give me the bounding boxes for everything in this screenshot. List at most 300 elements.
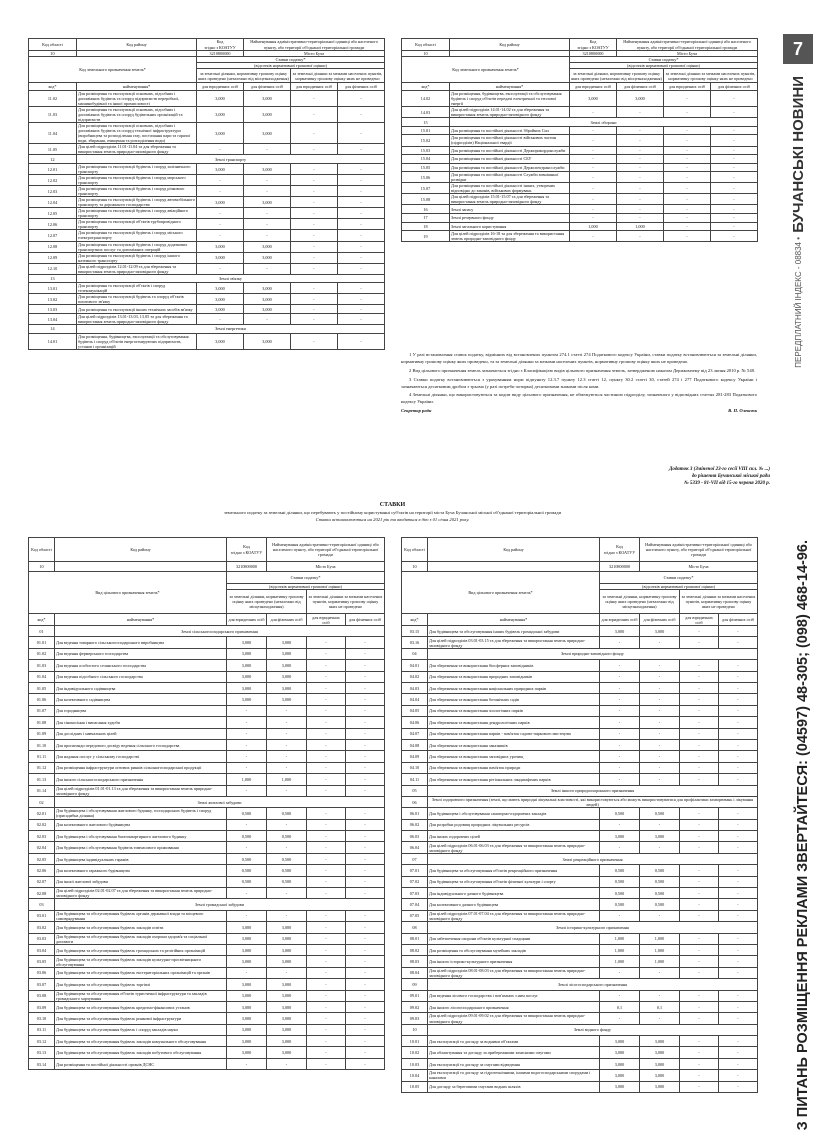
rate-legal-unassessed: - (291, 283, 338, 294)
table-row (29, 910, 385, 921)
row-code: 03.13 (29, 1047, 55, 1058)
rate-legal-assessed: - (600, 990, 640, 1001)
row-name: Для іншої житлової забудови (55, 876, 227, 887)
rate-physical-assessed: - (267, 705, 307, 716)
rate-physical-unassessed: - (346, 865, 385, 876)
rate-legal-assessed: - (600, 774, 640, 785)
row-name: Для збереження та використання біосферних заповідників (428, 660, 600, 671)
rate-legal-assessed: 3,000 (227, 1047, 267, 1058)
table-row (29, 1013, 385, 1024)
rate-physical-assessed: - (640, 682, 680, 693)
table-row (402, 933, 758, 944)
table-row (402, 717, 758, 728)
rate-physical-assessed: - (244, 144, 291, 155)
row-code: 15.08 (402, 194, 450, 205)
table-row (402, 135, 758, 146)
row-name: Для розміщення та експлуатації будівель і споруд додаткових транспортних послуг та допоміжних операцій (77, 241, 197, 252)
rate-legal-assessed: - (197, 175, 244, 186)
row-code: 03.03 (29, 933, 55, 944)
rate-legal-unassessed: - (291, 333, 338, 349)
rate-legal-unassessed: - (307, 717, 346, 728)
rate-physical-assessed: - (617, 135, 664, 146)
table-row (402, 91, 758, 107)
section-title: Землі водного фонду (428, 1024, 758, 1035)
rate-physical-assessed: - (640, 842, 680, 853)
rate-legal-unassessed: - (680, 1081, 719, 1092)
hdr-legal: для юридичних осіб (664, 83, 711, 91)
rate-physical-assessed: - (640, 819, 680, 830)
row-code: 03.08 (29, 990, 55, 1001)
row-code: 12.06 (29, 219, 77, 230)
rate-physical-assessed: - (617, 146, 664, 155)
rate-physical-assessed: 0,500 (267, 808, 307, 819)
table-row (402, 660, 758, 671)
rate-legal-unassessed: - (291, 294, 338, 305)
rate-physical-assessed: 3,000 (244, 164, 291, 175)
rate-legal-unassessed: - (680, 808, 719, 819)
row-name: Для будівництва та обслуговування будівель кредитно-фінансових установ (55, 1001, 227, 1012)
row-name: Для розміщення та постійної діяльності військових частин (підрозділів) Національної гвардії (450, 135, 570, 146)
row-code: 10.01 (402, 1036, 428, 1047)
rate-physical-assessed: 3,000 (267, 1024, 307, 1035)
rate-legal-assessed: 3,000 (197, 164, 244, 175)
hdr-code-katottg (600, 538, 640, 562)
rate-physical-unassessed: - (346, 637, 385, 648)
row-code: 19 (402, 231, 450, 242)
hdr-legal: для юридичних осіб (291, 83, 338, 91)
table-row (29, 682, 385, 693)
hdr-assessed: за земельні ділянки, нормативну грошову оцінку яких проведено (незалежно від місцезнаходження) (600, 590, 680, 614)
row-name: Для будівництва і обслуговування санаторно-оздоровчих закладів (428, 808, 600, 819)
hdr-code-sub: згідно з КОАТУУ (204, 44, 236, 50)
row-name: Для будівництва і обслуговування житлового будинку, господарських будівель і споруд (присадибна ділянка) (55, 808, 227, 819)
rate-physical-unassessed: - (346, 910, 385, 921)
rate-legal-unassessed: - (680, 831, 719, 842)
rate-legal-assessed: 3,000 (227, 637, 267, 648)
rate-legal-assessed: 3,000 (600, 1058, 640, 1069)
rate-physical-assessed: - (617, 194, 664, 205)
rate-physical-unassessed: - (338, 252, 385, 263)
rate-legal-assessed: - (600, 910, 640, 921)
rate-physical-assessed: - (640, 660, 680, 671)
rate-legal-unassessed: - (680, 1001, 719, 1012)
rate-physical-unassessed: - (338, 230, 385, 241)
footnote-2: 2 Вид цільового призначення земель зазначається згідно з Класифікацією видів цільового призначення земель, затвердженою наказом Держкомзему від 23 липня 2010 р. № 548. (409, 367, 756, 373)
rate-legal-unassessed: - (680, 865, 719, 876)
row-name: Для надання послуг у сільському господарстві (55, 751, 227, 762)
row-code: 17 (402, 214, 450, 223)
rate-legal-assessed: 3,000 (600, 1070, 640, 1081)
rate-physical-unassessed: - (338, 263, 385, 274)
rate-physical-assessed: - (267, 819, 307, 830)
row-code: 15.05 (402, 163, 450, 172)
rate-legal-assessed: 3,000 (227, 1024, 267, 1035)
rate-physical-assessed: 3,000 (640, 626, 680, 637)
row-code: 07.04 (402, 899, 428, 910)
table-row (29, 305, 385, 314)
table-row (29, 785, 385, 796)
rate-legal-assessed: 0,500 (227, 808, 267, 819)
table-row (402, 899, 758, 910)
rate-legal-unassessed: - (680, 774, 719, 785)
hdr-code-katottg (227, 538, 267, 562)
row-code: 15.01 (402, 126, 450, 135)
rate-legal-unassessed: - (307, 785, 346, 796)
row-code: 11.03 (29, 107, 77, 123)
table-row (402, 214, 758, 223)
row-name: Для цілей підрозділів 06.01-06.03 та для збереження та використання земель природно-заповідного фонду (428, 842, 600, 853)
rate-physical-unassessed: - (719, 944, 758, 955)
row-name: Для розміщення та експлуатації інших технічних засобів зв'язку (77, 305, 197, 314)
katottg-value: 3210800000 (227, 562, 267, 572)
row-name: Для інших оздоровчих цілей (428, 831, 600, 842)
row-name: Для колективного гаражного будівництва (55, 865, 227, 876)
city-name: Місто Буча (617, 51, 758, 57)
table-row (29, 1024, 385, 1035)
rate-legal-unassessed: - (664, 91, 711, 107)
rate-legal-unassessed: - (664, 194, 711, 205)
row-code: 02 (29, 796, 55, 807)
section-row (29, 626, 385, 637)
row-name: Для будівництва та обслуговування будівель екстериторіальних організацій та органів (55, 967, 227, 978)
rate-physical-assessed: 3,000 (244, 283, 291, 294)
table-row (402, 126, 758, 135)
row-code: 01.12 (29, 762, 55, 773)
row-code: 09 (402, 979, 428, 990)
table-row (29, 751, 385, 762)
rate-physical-unassessed: - (719, 899, 758, 910)
rate-physical-unassessed: - (338, 123, 385, 144)
row-name: Для колективного садівництва (55, 694, 227, 705)
row-code: 04.06 (402, 717, 428, 728)
row-code: 13.01 (29, 283, 77, 294)
rate-physical-unassessed: - (338, 91, 385, 107)
rate-legal-assessed: - (570, 126, 617, 135)
hdr-code-sub: згідно з КОАТУУ (577, 44, 609, 50)
rate-physical-assessed: - (617, 126, 664, 135)
rate-legal-assessed: - (227, 819, 267, 830)
section-row (402, 648, 758, 659)
table-row (402, 739, 758, 750)
table-row (29, 990, 385, 1001)
table-row (402, 831, 758, 842)
row-code: 03.04 (29, 944, 55, 955)
rate-physical-assessed: 3,000 (244, 107, 291, 123)
rate-physical-unassessed: - (346, 831, 385, 842)
newspaper-brand (790, 76, 807, 368)
rate-physical-unassessed: - (711, 163, 758, 172)
rate-physical-assessed: 3,000 (267, 933, 307, 944)
section-title: Землі громадської забудови (55, 899, 385, 910)
row-code: 12.07 (29, 230, 77, 241)
rate-legal-assessed: 3,000 (197, 91, 244, 107)
rate-legal-unassessed: - (307, 865, 346, 876)
rate-physical-assessed: 3,000 (267, 922, 307, 933)
table-row (402, 694, 758, 705)
rate-physical-unassessed: - (719, 1058, 758, 1069)
hdr-name-col: найменування* (55, 614, 227, 626)
hdr-code-katottg (197, 39, 244, 51)
rate-physical-unassessed: - (711, 155, 758, 164)
row-code: 08.04 (402, 967, 428, 978)
hdr-unit-name: Найменування адміністративно-територіальної одиниці або населеного пункту, або території об'єднаної територіальної громади (640, 538, 758, 562)
row-code: 07.03 (402, 888, 428, 899)
hdr-code-district: Код району (77, 39, 197, 51)
rate-physical-unassessed: - (719, 705, 758, 716)
row-name: Для збереження та використання заповідних урочищ (428, 751, 600, 762)
rate-legal-assessed: - (600, 682, 640, 693)
rate-legal-assessed: - (227, 910, 267, 921)
table-row (402, 774, 758, 785)
row-code: 10 (402, 1024, 428, 1035)
hdr-group-name: Код земельного призначення земель* (402, 57, 570, 83)
rate-physical-assessed: - (267, 762, 307, 773)
rate-physical-assessed: 0,1 (640, 1001, 680, 1012)
rate-legal-assessed: 3,000 (197, 333, 244, 349)
row-code: 08.03 (402, 956, 428, 967)
rate-physical-assessed: - (244, 263, 291, 274)
rate-legal-assessed: - (570, 194, 617, 205)
rate-physical-assessed: - (244, 230, 291, 241)
row-name: Для будівництва і обслуговування будівель тимчасового проживання (55, 842, 227, 853)
rate-physical-assessed: - (640, 671, 680, 682)
rate-legal-unassessed: - (291, 107, 338, 123)
rate-physical-unassessed: - (346, 876, 385, 887)
row-name: Для розміщення та експлуатації будівель і споруд річкового транспорту (77, 186, 197, 197)
rate-physical-assessed: 1,000 (640, 956, 680, 967)
table-row (402, 1070, 758, 1081)
row-code: 01.13 (29, 774, 55, 785)
signer-role: Секретар ради (401, 408, 432, 414)
rate-legal-unassessed: - (291, 241, 338, 252)
rate-physical-unassessed: - (346, 853, 385, 864)
rate-physical-assessed: - (267, 842, 307, 853)
rate-physical-assessed: 1,000 (267, 774, 307, 785)
row-code: 04.04 (402, 694, 428, 705)
row-name: Для розміщення та постійної діяльності інших, утворених відповідно до законів, військових формувань (450, 183, 570, 194)
row-name: Для будівництва та обслуговування будівель і споруд закладів науки (55, 1024, 227, 1035)
rate-physical-unassessed: - (346, 990, 385, 1001)
row-code: 07.05 (402, 910, 428, 921)
rate-physical-unassessed: - (719, 842, 758, 853)
table-row (29, 694, 385, 705)
table-row (402, 172, 758, 183)
rate-legal-assessed: - (600, 967, 640, 978)
rate-legal-unassessed: - (307, 774, 346, 785)
rate-legal-unassessed: - (307, 853, 346, 864)
katottg-value: 3210800000 (197, 51, 244, 57)
row-name: Для пропаганди передового досвіду ведення сільського господарства (55, 739, 227, 750)
rate-legal-assessed: - (600, 819, 640, 830)
rate-physical-unassessed: - (719, 660, 758, 671)
rate-physical-assessed: 0,500 (267, 865, 307, 876)
row-code: 14.03 (402, 107, 450, 118)
table-row (29, 263, 385, 274)
row-name: Для розміщення та експлуатації будівель та споруд об'єктів поштового зв'язку (77, 294, 197, 305)
rate-legal-assessed: 0,1 (600, 1001, 640, 1012)
rate-legal-unassessed: - (291, 144, 338, 155)
row-name: Для будівництва та обслуговування будівель ринкової інфраструктури (55, 1013, 227, 1024)
katottg-value: 3210800000 (570, 51, 617, 57)
table-row (402, 888, 758, 899)
rate-legal-assessed: - (600, 671, 640, 682)
row-name: Для збереження та використання національних природних парків (428, 682, 600, 693)
rate-physical-unassessed: - (719, 808, 758, 819)
rate-legal-assessed: - (227, 842, 267, 853)
row-code: 13.04 (29, 314, 77, 325)
row-name: Для цілей підрозділів 07.01-07.04 та для збереження та використання земель природно-заповідного фонду (428, 910, 600, 921)
rate-legal-assessed: 0,500 (600, 899, 640, 910)
row-name: Для розміщення та експлуатації будівель і споруд автомобільного транспорту та дорожнього господарства (78, 197, 195, 208)
rate-legal-assessed: - (600, 762, 640, 773)
table-row (29, 660, 385, 671)
rate-physical-assessed: - (244, 314, 291, 325)
city-name: Місто Буча (267, 562, 385, 572)
hdr-code-col: код* (402, 614, 428, 626)
katottg-value: 3210800000 (600, 562, 640, 572)
hdr-group-name: Вид цільового призначення земель* (402, 572, 600, 614)
row-code: 03.14 (29, 1058, 55, 1069)
rate-legal-unassessed: - (680, 739, 719, 750)
rate-legal-unassessed: - (291, 186, 338, 197)
hdr-code-district: Код району (450, 39, 570, 51)
row-name: Для експлуатації та догляду за гідротехнічними, іншими водогосподарськими спорудами і каналами (428, 1070, 600, 1081)
rate-physical-unassessed: - (346, 705, 385, 716)
row-code: 10.02 (402, 1047, 428, 1058)
section-row (29, 274, 385, 283)
rate-legal-unassessed: - (307, 637, 346, 648)
hdr-legal: для юридичних осіб (600, 614, 640, 626)
table-row (29, 230, 385, 241)
row-name: Для будівництва та обслуговування будівель закладів культурно-просвітницького обслуговування (55, 956, 227, 967)
rate-physical-unassessed: - (346, 694, 385, 705)
rate-legal-unassessed: - (291, 175, 338, 186)
region-value: 10 (29, 51, 77, 57)
rate-physical-unassessed: - (711, 205, 758, 214)
table-row (29, 671, 385, 682)
hdr-not-assessed: за земельні ділянки за межами населених пунктів, нормативну грошову оцінку яких не проведено (291, 69, 385, 83)
rate-legal-unassessed: - (307, 910, 346, 921)
row-name: Для будівництва та обслуговування будівель громадських та релігійних організацій (55, 944, 227, 955)
section-row (402, 796, 758, 807)
table-row (402, 637, 758, 648)
row-code: 12.01 (29, 164, 77, 175)
table-row (402, 163, 758, 172)
rate-legal-assessed: 3,000 (227, 1036, 267, 1047)
rate-physical-assessed: - (244, 219, 291, 230)
rate-legal-assessed: 3,000 (197, 252, 244, 263)
row-code: 12.02 (29, 175, 77, 186)
rate-legal-unassessed: - (664, 163, 711, 172)
rate-legal-unassessed: - (291, 208, 338, 219)
rate-legal-unassessed: - (307, 705, 346, 716)
rate-physical-unassessed: - (346, 774, 385, 785)
row-code: 01.03 (29, 660, 55, 671)
rate-legal-assessed: - (197, 314, 244, 325)
rates-table-bottom-right (401, 537, 758, 1093)
rate-legal-assessed: - (227, 717, 267, 728)
table-row (29, 956, 385, 967)
rate-legal-unassessed: - (664, 146, 711, 155)
rate-physical-assessed: 3,000 (267, 660, 307, 671)
table-row (402, 705, 758, 716)
row-name: Для розміщення та експлуатації основних, підсобних і допоміжних будівель та споруд будівельних організацій та підприємств (77, 107, 197, 123)
rate-physical-unassessed: - (711, 107, 758, 118)
row-code: 03.01 (29, 910, 55, 921)
rate-legal-unassessed: - (680, 762, 719, 773)
rate-physical-assessed: - (617, 205, 664, 214)
hdr-physical: для фізичних осіб (346, 614, 385, 626)
hdr-name-col: найменування* (428, 614, 600, 626)
rate-physical-assessed: 3,000 (267, 979, 307, 990)
rate-physical-assessed: - (267, 717, 307, 728)
rate-legal-assessed: 0,500 (227, 831, 267, 842)
rate-legal-assessed: - (227, 888, 267, 899)
row-code: 11.05 (29, 144, 77, 155)
rate-legal-assessed: 3,000 (227, 933, 267, 944)
rate-legal-assessed: 3,000 (227, 956, 267, 967)
row-name: Для розміщення та постійної діяльності Служби зовнішньої розвідки (450, 172, 570, 183)
rate-legal-unassessed: - (291, 305, 338, 314)
rate-legal-unassessed: - (307, 876, 346, 887)
row-name: Для розміщення інфраструктури оптових ринків сільськогосподарської продукції (55, 762, 227, 773)
row-code: 12.09 (29, 252, 77, 263)
row-name: Для збереження та використання дендрологічних парків (428, 717, 600, 728)
section-row (402, 979, 758, 990)
section-title: Землі зв'язку (77, 274, 385, 283)
rate-physical-unassessed: - (346, 888, 385, 899)
rate-physical-unassessed: - (719, 682, 758, 693)
rate-physical-assessed: - (640, 762, 680, 773)
rate-legal-unassessed: - (291, 252, 338, 263)
rate-physical-assessed: 0,500 (267, 876, 307, 887)
rate-legal-unassessed: - (307, 956, 346, 967)
row-name: Для розміщення та експлуатації будівель і споруд іншого наземного транспорту (77, 252, 197, 263)
section-row (29, 325, 385, 334)
row-code: 14.01 (29, 333, 77, 349)
rate-physical-unassessed: - (338, 164, 385, 175)
row-name: Для розміщення та експлуатації будівель і споруд авіаційного транспорту (77, 208, 197, 219)
row-name: Для цілей підрозділів 09.01-09.02 та для збереження та використання земель природно-заповідного фонду (428, 1013, 600, 1024)
row-code: 01.01 (29, 637, 55, 648)
rate-physical-assessed: 3,000 (617, 91, 664, 107)
rate-legal-assessed: - (227, 785, 267, 796)
rate-legal-assessed: - (570, 172, 617, 183)
hdr-rates-note: (відсотків нормативної грошової оцінки) (570, 63, 758, 69)
row-code: 01.07 (29, 705, 55, 716)
row-name: Для будівництва та обслуговування будівель торгівлі (55, 979, 227, 990)
rate-legal-assessed: 3,000 (227, 660, 267, 671)
section-title: Землі житлової забудови (55, 796, 385, 807)
table-row (402, 146, 758, 155)
row-code: 13.03 (29, 305, 77, 314)
rate-legal-assessed: - (570, 146, 617, 155)
rate-legal-assessed: 3,000 (227, 682, 267, 693)
table-row (402, 967, 758, 978)
row-code: 05 (402, 785, 428, 796)
row-code: 04.08 (402, 739, 428, 750)
rate-physical-unassessed: - (719, 728, 758, 739)
row-code: 03 (29, 899, 55, 910)
hdr-code-district: Код району (55, 538, 227, 562)
row-name: Землі запасу (450, 205, 570, 214)
table-row (402, 682, 758, 693)
row-name: Для збереження та використання парків - пам'яток садово-паркового мистецтва (428, 728, 600, 739)
hdr-not-assessed: за земельні ділянки за межами населених пунктів, нормативну грошову оцінку яких не проведено (680, 590, 758, 614)
rate-legal-assessed: - (227, 751, 267, 762)
rate-legal-unassessed: - (307, 888, 346, 899)
row-name: Для цілей підрозділів 13.01-13.03, 13.05 та для збереження та використання земель природно-заповідного фонду (77, 314, 197, 325)
